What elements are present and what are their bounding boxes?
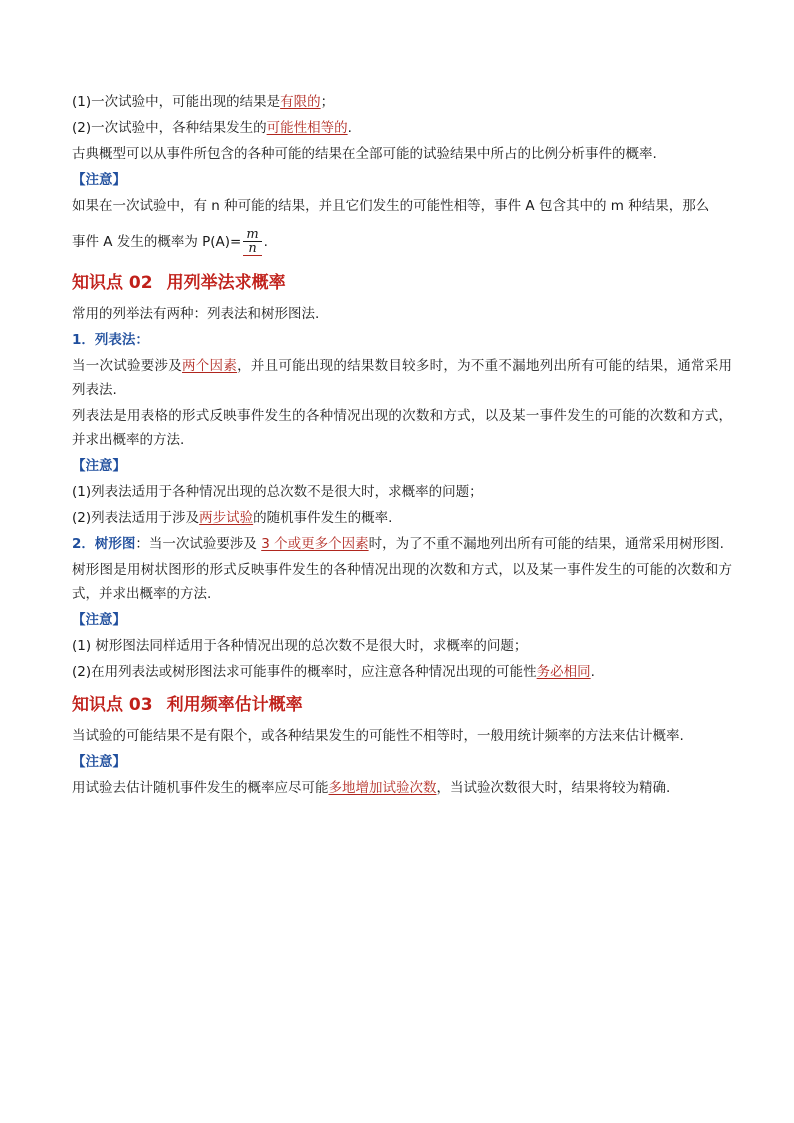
knowledge-point-02-heading [72,270,732,296]
highlight-must-be-same: 务必相同 [536,664,591,680]
text: ：当一次试验要涉及 [135,536,262,552]
highlight-finite: 有限的 [280,94,321,110]
highlight-three-factors: 3 个或更多个因素 [261,536,369,552]
highlight-more-trials: 多地增加试验次数 [328,780,437,796]
text: 当一次试验要涉及 [72,358,183,374]
list-method-p2: 列表法是用表格的形式反映事件发生的各种情况出现的次数和方式，以及某一事件发生的可能的次数和方式，并求出概率的方法. [72,408,732,448]
text: (2)在用列表法或树形图法求可能事件的概率时，应注意各种情况出现的可能性 [72,664,537,680]
text: 用试验去估计随机事件发生的概率应尽可能 [72,780,329,796]
fraction-denominator: n [243,242,261,256]
tree-note-2 [72,660,732,684]
note-text-1: 如果在一次试验中，有 n 种可能的结果，并且它们发生的可能性相等，事件 A 包含其中的 m 种结果，那么 [72,198,710,214]
highlight-two-step: 两步试验 [199,510,254,526]
list-method-heading: 1．列表法： [72,332,149,348]
text: (2)列表法适用于涉及 [72,510,200,526]
fraction-m-over-n [243,228,261,256]
note-label-3: 【注意】 [72,612,126,628]
probability-formula [72,222,732,262]
frequency-p2 [72,776,732,800]
frequency-p1: 当试验的可能结果不是有限个，或各种结果发生的可能性不相等时，一般用统计频率的方法来估计概率. [72,728,684,744]
note-label-2: 【注意】 [72,458,126,474]
text: (1)一次试验中，可能出现的结果是 [72,94,281,110]
classic-model-text: 古典概型可以从事件所包含的各种可能的结果在全部可能的试验结果中所占的比例分析事件的概率. [72,146,657,162]
kp-title: 用列举法求概率 [166,273,286,293]
kp-title: 利用频率估计概率 [166,695,303,715]
highlight-two-factors: 两个因素 [182,358,238,374]
condition-1 [72,90,732,114]
text: 时，为了不重不漏地列出所有可能的结果，通常采用树形图. [368,536,724,552]
text: . [347,120,352,136]
text: . [590,664,595,680]
tree-method-heading: 2．树形图 [72,536,136,552]
tree-method-p2: 树形图是用树状图形的形式反映事件发生的各种情况出现的次数和方式，以及某一事件发生的可能的次数和方式，并求出概率的方法. [72,562,732,602]
text: ，并且可能出现的结果数目较多时，为不重不漏地列出所有可能的结果，通常采用列表法. [72,358,733,398]
text: ； [320,94,335,110]
text: . [263,234,268,250]
text: (2)一次试验中，各种结果发生的 [72,120,267,136]
highlight-equal-likelihood: 可能性相等的 [266,120,348,136]
condition-2 [72,116,732,140]
listing-intro: 常用的列举法有两种：列表法和树形图法. [72,306,320,322]
kp-label: 知识点 03 [72,695,153,715]
note-label-1: 【注意】 [72,172,126,188]
knowledge-point-03-heading [72,692,732,718]
list-method-p1 [72,354,732,402]
text: 事件 A 发生的概率为 P(A)= [72,234,242,250]
document-content [72,90,732,802]
tree-method-p1 [72,532,732,556]
list-note-1: (1)列表法适用于各种情况出现的总次数不是很大时，求概率的问题； [72,484,483,500]
text: 的随机事件发生的概率. [253,510,393,526]
kp-label: 知识点 02 [72,273,153,293]
tree-note-1: (1) 树形图法同样适用于各种情况出现的总次数不是很大时，求概率的问题； [72,638,528,654]
note-label-4: 【注意】 [72,754,126,770]
fraction-numerator: m [246,227,259,242]
list-note-2 [72,506,732,530]
text: ，当试验次数很大时，结果将较为精确. [436,780,671,796]
